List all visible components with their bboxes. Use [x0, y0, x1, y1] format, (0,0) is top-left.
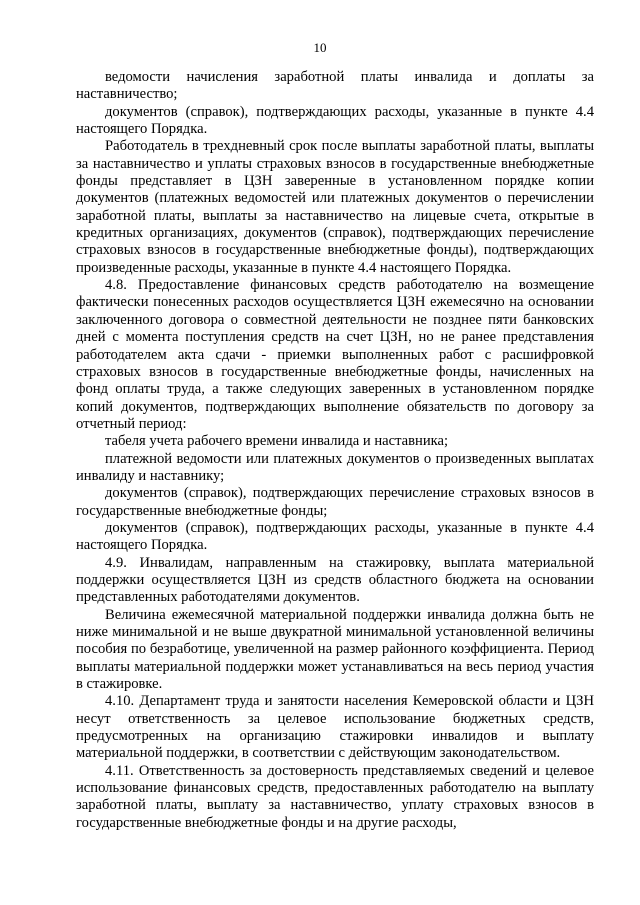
paragraph: 4.11. Ответственность за достоверность представляемых сведений и целевое использование финансовых средств, предоставленных работодателю на выплату заработной платы, выплату за наставничество, уплату страховых взносов в государственные внебюджетные фонды и на другие расходы, — [76, 762, 594, 831]
page-number: 10 — [313, 40, 327, 55]
paragraph: документов (справок), подтверждающих расходы, указанные в пункте 4.4 настоящего Порядка. — [76, 103, 594, 138]
paragraph: Работодатель в трехдневный срок после выплаты заработной платы, выплаты за наставничество и уплаты страховых взносов в государственные внебюджетные фонды представляет в ЦЗН заверенные в установленном порядке копии документов (платежных ведомостей или платежных документов о перечислении заработной платы, выплаты за наставничество на лицевые счета, открытые в кредитных организациях, документов (справок), подтверждающих перечисление страховых взносов в государственные внебюджетные фонды), подтверждающих произведенные расходы, указанные в пункте 4.4 настоящего Порядка. — [76, 138, 594, 276]
paragraph: Величина ежемесячной материальной поддержки инвалида должна быть не ниже минимальной и не выше двукратной минимальной установленной величины пособия по безработице, увеличенной на размер районного коэффициента. Период выплаты материальной поддержки может устанавливаться на весь период участия в стажировке. — [76, 606, 594, 693]
paragraph: документов (справок), подтверждающих перечисление страховых взносов в государственные внебюджетные фонды; — [76, 485, 594, 519]
paragraph: 4.8. Предоставление финансовых средств работодателю на возмещение фактически понесенных расходов осуществляется ЦЗН ежемесячно на основании заключенного договора о совместной деятельности не позднее пяти банковских дней с момента поступления средств на счет ЦЗН, но не ранее представления работодателем акта сдачи - приемки выполненных работ с расшифровкой страховых взносов в государственные внебюджетные фонды, начисленных на фонд оплаты труда, а также следующих заверенных в установленном порядке копий документов, подтверждающих выполнение обязательств по договору за отчетный период: — [76, 277, 594, 432]
paragraph: ведомости начисления заработной платы инвалида и доплаты за наставничество; — [76, 69, 594, 103]
paragraph: 4.9. Инвалидам, направленным на стажировку, выплата материальной поддержки осуществляется ЦЗН из средств областного бюджета на основании представленных работодателями документов. — [76, 554, 594, 606]
paragraph: 4.10. Департамент труда и занятости населения Кемеровской области и ЦЗН несут ответственность за целевое использование бюджетных средств, предусмотренных на организацию стажировки инвалидов и выплату материальной поддержки, в соответствии с действующим законодательством. — [76, 693, 594, 762]
document-body — [76, 69, 594, 832]
paragraph: документов (справок), подтверждающих расходы, указанные в пункте 4.4 настоящего Порядка. — [76, 519, 594, 554]
paragraph: платежной ведомости или платежных документов о произведенных выплатах инвалиду и наставнику; — [76, 450, 594, 484]
paragraph: табеля учета рабочего времени инвалида и наставника; — [105, 433, 449, 450]
